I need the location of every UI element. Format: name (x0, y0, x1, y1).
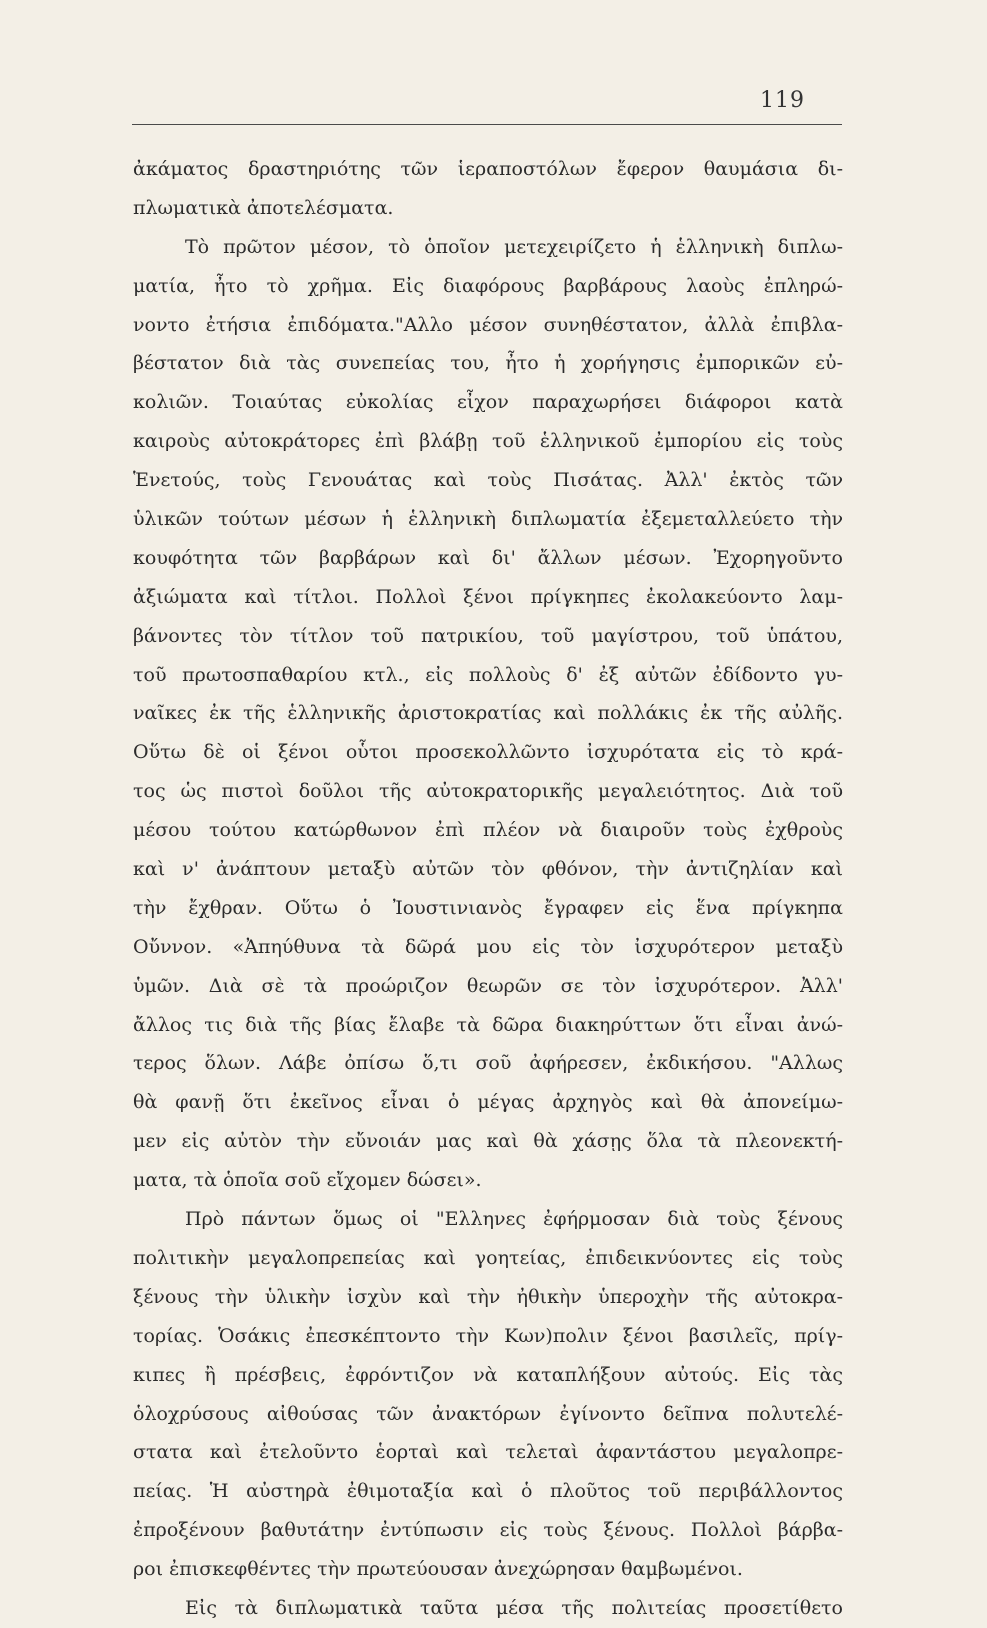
text-line: τὴν ἔχθραν. Οὕτω ὁ Ἰουστινιανὸς ἔγραφεν εἰς ἕνα πρίγκηπα (133, 896, 843, 919)
text-line: κουφότητα τῶν βαρβάρων καὶ δι' ἄλλων μέσων. Ἐχορηγοῦντο (133, 546, 843, 569)
text-line: ὁλοχρύσους αἰθούσας τῶν ἀνακτόρων ἐγίνοντο δεῖπνα πολυτελέ- (133, 1402, 843, 1425)
text-line: ὑμῶν. Διὰ σὲ τὰ προώριζον θεωρῶν σε τὸν ἰσχυρότερον. Ἀλλ' (133, 974, 843, 997)
text-line: τερος ὅλων. Λάβε ὀπίσω ὅ,τι σοῦ ἀφήρεσεν, ἐκδικήσου. "Αλλως (133, 1052, 843, 1075)
text-line: ροι ἐπισκεφθέντες τὴν πρωτεύουσαν ἀνεχώρησαν θαμβωμένοι. (133, 1558, 743, 1581)
text-line: θὰ φανῇ ὅτι ἐκεῖνος εἶναι ὁ μέγας ἀρχηγὸς καὶ θὰ ἀπονείμω- (133, 1091, 843, 1114)
text-line: πλωματικὰ ἀποτελέσματα. (133, 196, 394, 219)
text-line: καὶ ν' ἀνάπτουν μεταξὺ αὐτῶν τὸν φθόνον, τὴν ἀντιζηλίαν καὶ (133, 858, 843, 881)
text-line: πείας. Ἡ αὐστηρὰ ἐθιμοταξία καὶ ὁ πλοῦτος τοῦ περιβάλλοντος (133, 1480, 843, 1503)
text-line: κολιῶν. Τοιαύτας εὐκολίας εἶχον παραχωρήσει διάφοροι κατὰ (133, 391, 843, 414)
text-line: μεν εἰς αὐτὸν τὴν εὔνοιάν μας καὶ θὰ χάσῃς ὅλα τὰ πλεονεκτή- (133, 1130, 843, 1153)
body-text (133, 150, 843, 1628)
text-line: ξένους τὴν ὑλικὴν ἰσχὺν καὶ τὴν ἠθικὴν ὑπεροχὴν τῆς αὐτοκρα- (133, 1285, 843, 1308)
text-line: κιπες ἢ πρέσβεις, ἐφρόντιζον νὰ καταπλήξουν αὐτούς. Εἰς τὰς (133, 1363, 843, 1386)
text-line: ἀκάματος δραστηριότης τῶν ἱεραποστόλων ἔφερον θαυμάσια δι- (133, 158, 843, 180)
text-line: τορίας. Ὁσάκις ἐπεσκέπτοντο τὴν Κων)πολιν ξένοι βασιλεῖς, πρίγ- (133, 1324, 843, 1347)
text-line: ματα, τὰ ὁποῖα σοῦ εἴχομεν δώσει». (133, 1169, 482, 1192)
text-line: βέστατον διὰ τὰς συνεπείας του, ἦτο ἡ χορήγησις ἐμπορικῶν εὐ- (133, 352, 843, 375)
text-line: ὑλικῶν τούτων μέσων ἡ ἑλληνικὴ διπλωματία ἐξεμεταλλεύετο τὴν (133, 508, 843, 531)
text-line: Πρὸ πάντων ὅμως οἱ "Ελληνες ἐφήρμοσαν διὰ τοὺς ξένους (185, 1208, 843, 1231)
text-line: Τὸ πρῶτον μέσον, τὸ ὁποῖον μετεχειρίζετο ἡ ἑλληνικὴ διπλω- (185, 235, 843, 258)
page-number: 119 (760, 88, 805, 113)
text-line: στατα καὶ ἐτελοῦντο ἑορταὶ καὶ τελεταὶ ἀφαντάστου μεγαλοπρε- (133, 1441, 843, 1464)
text-line: Οὔννον. «Ἀπηύθυνα τὰ δῶρά μου εἰς τὸν ἰσχυρότερον μεταξὺ (133, 935, 843, 958)
text-line: ματία, ἦτο τὸ χρῆμα. Εἰς διαφόρους βαρβάρους λαοὺς ἐπληρώ- (133, 274, 843, 297)
text-line: μέσου τούτου κατώρθωνον ἐπὶ πλέον νὰ διαιροῦν τοὺς ἐχθροὺς (133, 819, 843, 842)
text-line: νοντο ἐτήσια ἐπιδόματα."Αλλο μέσον συνηθέστατον, ἀλλὰ ἐπιβλα- (133, 313, 843, 336)
text-line: ἀξιώματα καὶ τίτλοι. Πολλοὶ ξένοι πρίγκηπες ἐκολακεύοντο λαμ- (133, 585, 843, 608)
text-line: ἄλλος τις διὰ τῆς βίας ἔλαβε τὰ δῶρα διακηρύττων ὅτι εἶναι ἀνώ- (133, 1013, 843, 1036)
text-line: Εἰς τὰ διπλωματικὰ ταῦτα μέσα τῆς πολιτείας προσετίθετο (185, 1596, 843, 1619)
text-line: ἐπροξένουν βαθυτάτην ἐντύπωσιν εἰς τοὺς ξένους. Πολλοὶ βάρβα- (133, 1519, 843, 1542)
text-line: βάνοντες τὸν τίτλον τοῦ πατρικίου, τοῦ μαγίστρου, τοῦ ὑπάτου, (133, 624, 843, 647)
text-line: τος ὡς πιστοὶ δοῦλοι τῆς αὐτοκρατορικῆς μεγαλειότητος. Διὰ τοῦ (133, 780, 843, 803)
text-line: τοῦ πρωτοσπαθαρίου κτλ., εἰς πολλοὺς δ' ἐξ αὐτῶν ἐδίδοντο γυ- (133, 663, 843, 686)
text-line: Οὕτω δὲ οἱ ξένοι οὗτοι προσεκολλῶντο ἰσχυρότατα εἰς τὸ κρά- (133, 741, 843, 764)
text-line: καιροὺς αὐτοκράτορες ἐπὶ βλάβῃ τοῦ ἑλληνικοῦ ἐμπορίου εἰς τοὺς (133, 430, 843, 453)
text-line: Ἑνετούς, τοὺς Γενουάτας καὶ τοὺς Πισάτας. Ἀλλ' ἐκτὸς τῶν (133, 469, 843, 492)
text-line: πολιτικὴν μεγαλοπρεπείας καὶ γοητείας, ἐπιδεικνύοντες εἰς τοὺς (133, 1246, 843, 1269)
text-line: ναῖκες ἐκ τῆς ἑλληνικῆς ἀριστοκρατίας καὶ πολλάκις ἐκ τῆς αὐλῆς. (133, 702, 843, 725)
header-rule (132, 124, 842, 125)
